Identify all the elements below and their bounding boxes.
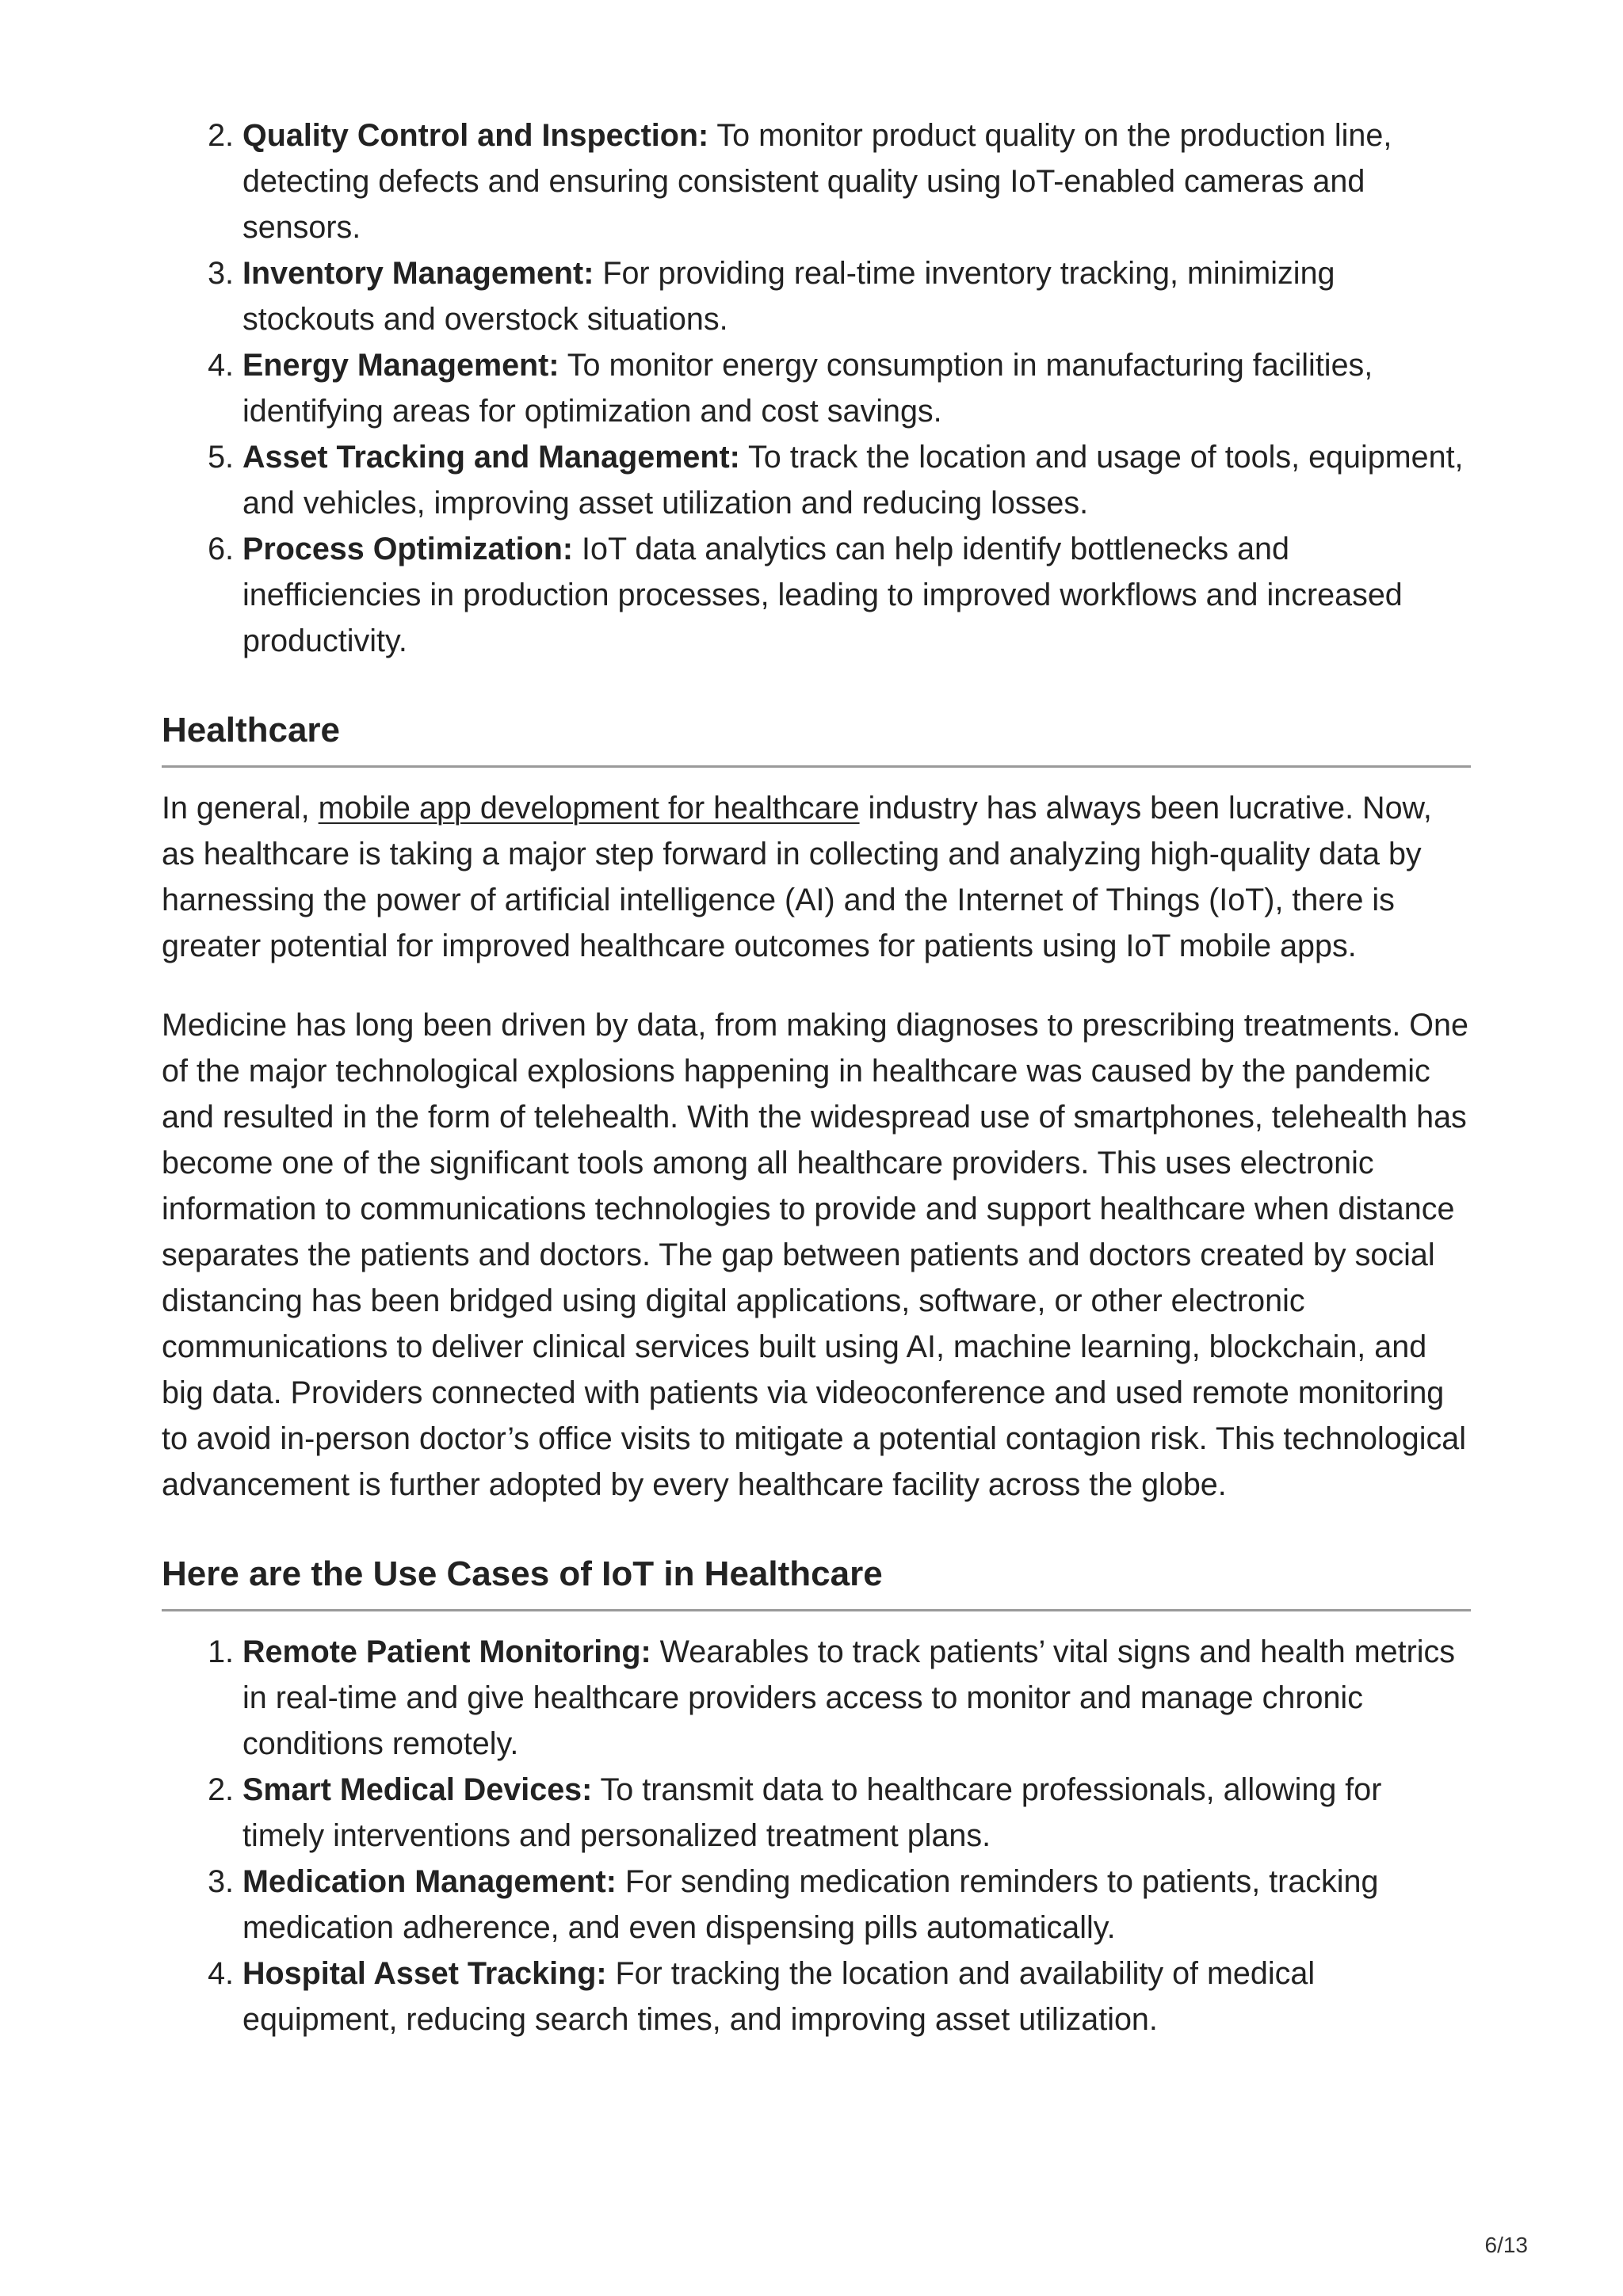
list-item (242, 1767, 1471, 1859)
list-item-text: To monitor energy consumption in manufacturing facilities, identifying areas for optimization and cost savings. (242, 348, 1373, 429)
list-item-text: For tracking the location and availability of medical equipment, reducing search times, and improving asset utilization. (242, 1956, 1316, 2037)
list-item-text: Wearables to track patients’ vital signs and health metrics in real-time and give healthcare providers access to monitor and manage chronic conditions remotely. (242, 1634, 1455, 1761)
list-item-text: To track the location and usage of tools, equipment, and vehicles, improving asset utilization and reducing losses. (242, 440, 1464, 521)
list-item-title: Hospital Asset Tracking: (242, 1956, 607, 1991)
list-item (242, 250, 1471, 342)
list-item-text: To monitor product quality on the production line, detecting defects and ensuring consistent quality using IoT-enabled cameras and sensors. (242, 118, 1392, 245)
list-item-text: For providing real-time inventory tracking, minimizing stockouts and overstock situations. (242, 256, 1335, 337)
list-item-title: Smart Medical Devices: (242, 1772, 593, 1807)
document-content (162, 113, 1471, 2042)
manufacturing-use-case-list (162, 113, 1471, 664)
list-item-text: IoT data analytics can help identify bottlenecks and inefficiencies in production processes, leading to improved workflows and increased productivity. (242, 532, 1403, 658)
page-number: 6/13 (1484, 2233, 1528, 2257)
use-cases-heading: Here are the Use Cases of IoT in Healthcare (162, 1552, 1471, 1611)
list-item (242, 1951, 1471, 2042)
list-item (242, 1629, 1471, 1767)
list-item-title: Quality Control and Inspection: (242, 118, 709, 153)
list-item (242, 526, 1471, 664)
list-item (242, 113, 1471, 250)
list-item (242, 434, 1471, 526)
list-item-title: Energy Management: (242, 348, 559, 383)
list-item-title: Inventory Management: (242, 256, 594, 291)
list-item-title: Medication Management: (242, 1864, 617, 1899)
paragraph-text: In general, (162, 791, 319, 826)
list-item (242, 342, 1471, 434)
list-item (242, 1859, 1471, 1951)
telehealth-paragraph: Medicine has long been driven by data, from making diagnoses to prescribing treatments. One of the major technological explosions happening in healthcare was caused by the pandemic and resulted in the form of telehealth. With the widespread use of smartphones, telehealth has become one of the significant tools among all healthcare providers. This uses electronic information to communications technologies to provide and support healthcare when distance separates the patients and doctors. The gap between patients and doctors created by social distancing has been bridged using digital applications, software, or other electronic communications to deliver clinical services built using AI, machine learning, blockchain, and big data. Providers connected with patients via videoconference and used remote monitoring to avoid in-person doctor’s office visits to mitigate a potential contagion risk. This technological advancement is further adopted by every healthcare facility across the globe. (162, 1008, 1468, 1502)
list-item-title: Remote Patient Monitoring: (242, 1634, 651, 1669)
list-item-text: For sending medication reminders to patients, tracking medication adherence, and even dispensing pills automatically. (242, 1864, 1379, 1945)
list-item-title: Process Optimization: (242, 532, 574, 566)
healthcare-app-development-link[interactable]: mobile app development for healthcare (318, 791, 860, 826)
list-item-text: To transmit data to healthcare professionals, allowing for timely interventions and personalized treatment plans. (242, 1772, 1382, 1853)
healthcare-use-case-list (162, 1629, 1471, 2042)
healthcare-heading: Healthcare (162, 708, 1471, 768)
healthcare-intro-paragraph (162, 785, 1471, 969)
list-item-title: Asset Tracking and Management: (242, 440, 740, 475)
paragraph-text: industry has always been lucrative. Now, as healthcare is taking a major step forward in collecting and analyzing high-quality data by harnessing the power of artificial intelligence (AI) and the Internet of Things (IoT), there is greater potential for improved healthcare outcomes for patients using IoT mobile apps. (162, 791, 1432, 963)
